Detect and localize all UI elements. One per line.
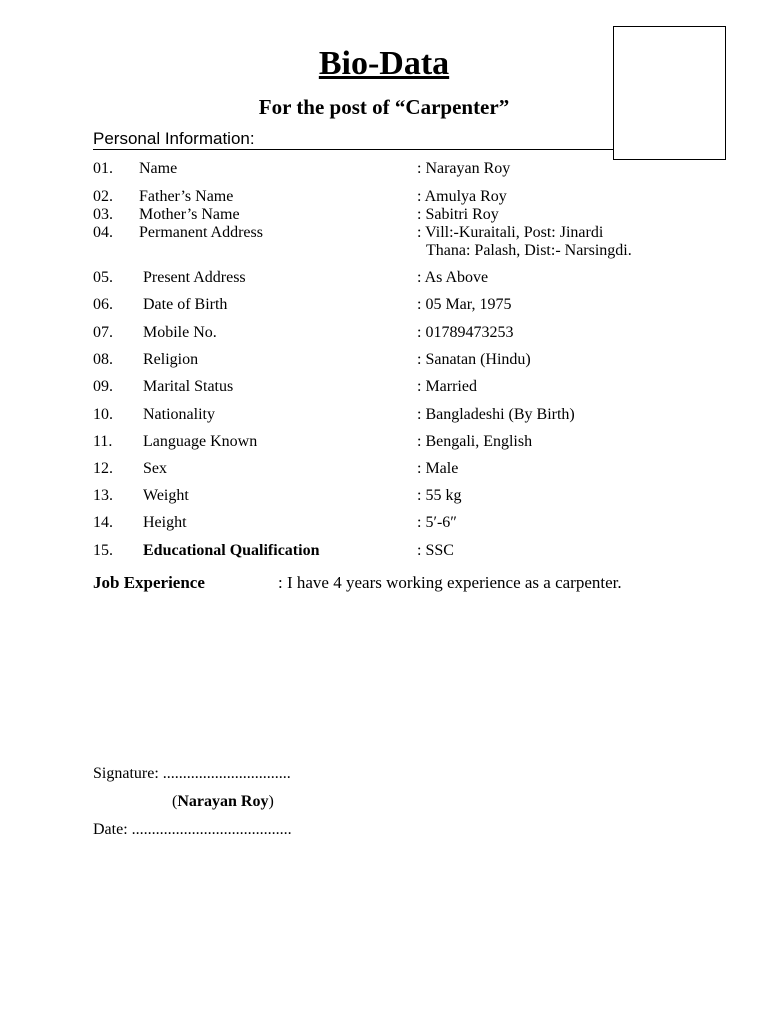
row-value: : 5′-6″ (417, 514, 457, 531)
row-number: 07. (93, 324, 113, 341)
paren-close: ) (268, 793, 274, 810)
info-row-marital-status (93, 377, 693, 397)
job-experience-value: : I have 4 years working experience as a carpenter. (278, 573, 622, 592)
info-row-education (93, 541, 693, 561)
job-experience-label: Job Experience (93, 573, 205, 592)
info-row-name (93, 159, 693, 179)
row-value: : Male (417, 460, 459, 477)
info-row-religion (93, 350, 693, 370)
signatory-name (172, 792, 274, 812)
row-label: Educational Qualification (143, 542, 320, 559)
row-value: : 05 Mar, 1975 (417, 296, 512, 313)
row-value: : Narayan Roy (417, 160, 511, 177)
info-row-nationality (93, 405, 693, 425)
row-value: : Vill:-Kuraitali, Post: Jinardi (417, 224, 604, 241)
row-number: 03. (93, 206, 113, 223)
info-row-present-address (93, 268, 693, 288)
row-number: 05. (93, 269, 113, 286)
row-label: Height (143, 514, 187, 531)
row-value: : Bengali, English (417, 433, 533, 450)
info-row-language (93, 432, 693, 452)
row-number: 04. (93, 224, 113, 241)
signatory-name-text: Narayan Roy (177, 793, 269, 810)
section-heading-personal: Personal Information: (93, 129, 614, 150)
date-line: Date: ........................................ (93, 821, 292, 838)
info-row-mother (93, 205, 693, 225)
row-number: 09. (93, 378, 113, 395)
info-row-sex (93, 459, 693, 479)
row-number: 02. (93, 188, 113, 205)
row-value: : 55 kg (417, 487, 462, 504)
row-label: Sex (143, 460, 167, 477)
row-value: : As Above (417, 269, 489, 286)
row-number: 14. (93, 514, 113, 531)
row-value: : Amulya Roy (417, 188, 507, 205)
row-number: 12. (93, 460, 113, 477)
row-number: 11. (93, 433, 113, 450)
paren-open: ( (172, 793, 178, 810)
row-value: : Married (417, 378, 477, 395)
row-number: 10. (93, 406, 113, 423)
row-label: Language Known (143, 433, 258, 450)
row-number: 15. (93, 542, 113, 559)
row-label: Permanent Address (139, 224, 263, 241)
row-number: 01. (93, 160, 113, 177)
info-row-dob (93, 295, 693, 315)
row-label: Marital Status (143, 378, 234, 395)
row-label: Father’s Name (139, 188, 234, 205)
row-value: : Sanatan (Hindu) (417, 351, 531, 368)
row-number: 08. (93, 351, 113, 368)
row-label: Nationality (143, 406, 215, 423)
row-value-line2: Thana: Palash, Dist:- Narsingdi. (426, 242, 632, 259)
info-row-weight (93, 486, 693, 506)
row-value: : SSC (417, 542, 454, 559)
signature-line: Signature: ................................ (93, 765, 291, 782)
info-row-mobile (93, 323, 693, 343)
row-label: Date of Birth (143, 296, 228, 313)
row-label: Weight (143, 487, 189, 504)
row-label: Present Address (143, 269, 246, 286)
row-value: : Sabitri Roy (417, 206, 499, 223)
row-value: : Bangladeshi (By Birth) (417, 406, 575, 423)
row-number: 13. (93, 487, 113, 504)
info-row-height (93, 513, 693, 533)
page-subtitle: For the post of “Carpenter” (258, 95, 510, 119)
row-value: : 01789473253 (417, 324, 514, 341)
row-label: Mobile No. (143, 324, 217, 341)
info-row-father (93, 187, 693, 207)
row-label: Mother’s Name (139, 206, 240, 223)
page-title: Bio-Data (318, 45, 450, 82)
info-row-permanent-address (93, 223, 693, 263)
row-label: Religion (143, 351, 199, 368)
row-number: 06. (93, 296, 113, 313)
row-label: Name (139, 160, 178, 177)
